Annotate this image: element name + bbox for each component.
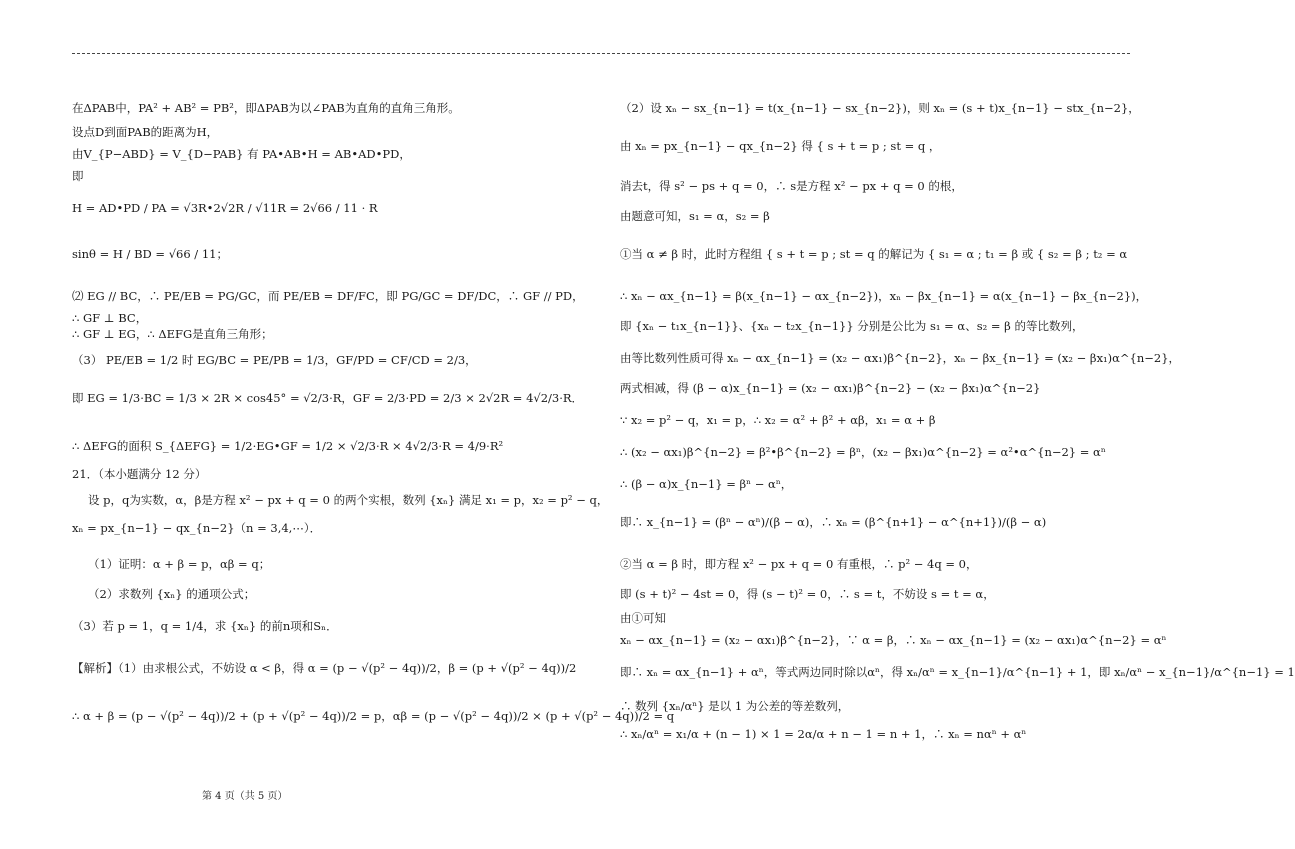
right-line-9: 两式相减，得 (β − α)x_{n−1} = (x₂ − αx₁)β^{n−2} − (x₂ − βx₁)α^{n−2} (620, 381, 1041, 395)
left-line-7: ⑵ EG // BC，∴ PE/EB = PG/GC，而 PE/EB = DF/FC，即 PG/GC = DF/DC，∴ GF // PD， (72, 289, 584, 303)
header-dashed-rule (72, 53, 1130, 54)
left-line-5: H = AD•PD / PA = √3R•2√2R / √11R = 2√66 / 11 · R (72, 201, 378, 215)
right-line-4: 由题意可知，s₁ = α，s₂ = β (620, 209, 770, 223)
left-line-17: （2）求数列 {xₙ} 的通项公式； (88, 587, 256, 601)
analysis-line-2: ∴ α + β = (p − √(p² − 4q))/2 + (p + √(p² − 4q))/2 = p，αβ = (p − √(p² − 4q))/2 × (p + √(p² − 4q))/2 = q (72, 709, 675, 723)
left-line-3: 由V_{P−ABD} = V_{D−PAB} 有 PA•AB•H = AB•AD•PD， (72, 147, 411, 161)
right-line-19: ∴ 数列 {xₙ/αⁿ} 是以 1 为公差的等差数列， (620, 699, 850, 713)
right-line-6: ∴ xₙ − αx_{n−1} = β(x_{n−1} − αx_{n−2})，xₙ − βx_{n−1} = α(x_{n−1} − βx_{n−2})， (620, 289, 1148, 303)
right-line-3: 消去t，得 s² − ps + q = 0，∴ s是方程 x² − px + q = 0 的根， (620, 179, 963, 193)
right-line-17: xₙ − αx_{n−1} = (x₂ − αx₁)β^{n−2}，∵ α = β，∴ xₙ − αx_{n−1} = (x₂ − αx₁)α^{n−2} = αⁿ (620, 633, 1167, 647)
right-line-20: ∴ xₙ/αⁿ = x₁/α + (n − 1) × 1 = 2α/α + n − 1 = n + 1，∴ xₙ = nαⁿ + αⁿ (620, 727, 1027, 741)
left-line-18: （3）若 p = 1，q = 1/4，求 {xₙ} 的前n项和Sₙ． (72, 619, 338, 633)
page-footer: 第 4 页（共 5 页） (202, 791, 288, 802)
left-line-11: 即 EG = 1/3·BC = 1/3 × 2R × cos45° = √2/3·R，GF = 2/3·PD = 2/3 × 2√2R = 4√2/3·R． (72, 391, 584, 405)
left-line-6: sinθ = H / BD = √66 / 11； (72, 247, 228, 261)
right-line-13: 即∴ x_{n−1} = (βⁿ − αⁿ)/(β − α)，∴ xₙ = (β^{n+1} − α^{n+1})/(β − α) (620, 515, 1047, 529)
problem-21-heading: 21．（本小题满分 12 分） (72, 467, 207, 481)
left-line-14: 设 p，q为实数，α，β是方程 x² − px + q = 0 的两个实根，数列 {xₙ} 满足 x₁ = p，x₂ = p² − q， (88, 493, 609, 507)
left-line-10: （3） PE/EB = 1/2 时 EG/BC = PE/PB = 1/3，GF/PD = CF/CD = 2/3， (72, 353, 477, 367)
left-line-12: ∴ ΔEFG的面积 S_{ΔEFG} = 1/2·EG•GF = 1/2 × √2/3·R × 4√2/3·R = 4/9·R² (72, 439, 504, 453)
left-line-16: （1）证明：α + β = p，αβ = q； (88, 557, 271, 571)
right-line-7: 即 {xₙ − t₁x_{n−1}}、{xₙ − t₂x_{n−1}} 分别是公比为 s₁ = α、s₂ = β 的等比数列， (620, 319, 1084, 333)
right-line-11: ∴ (x₂ − αx₁)β^{n−2} = β²•β^{n−2} = βⁿ，(x₂ − βx₁)α^{n−2} = α²•α^{n−2} = αⁿ (620, 445, 1106, 459)
right-line-15: 即 (s + t)² − 4st = 0，得 (s − t)² = 0，∴ s = t，不妨设 s = t = α， (620, 587, 995, 601)
right-line-5: ①当 α ≠ β 时，此时方程组 { s + t = p ; st = q 的解记为 { s₁ = α ; t₁ = β 或 { s₂ = β ; t₂ = α (620, 247, 1128, 261)
right-line-1: （2）设 xₙ − sx_{n−1} = t(x_{n−1} − sx_{n−2})，则 xₙ = (s + t)x_{n−1} − stx_{n−2}， (620, 101, 1140, 115)
right-line-18: 即∴ xₙ = αx_{n−1} + αⁿ，等式两边同时除以αⁿ，得 xₙ/αⁿ = x_{n−1}/α^{n−1} + 1，即 xₙ/αⁿ − x_{n−1}/α^{n−1} = 1 (620, 665, 1295, 679)
right-line-16: 由①可知 (620, 611, 666, 625)
right-line-10: ∵ x₂ = p² − q，x₁ = p，∴ x₂ = α² + β² + αβ，x₁ = α + β (620, 413, 936, 427)
left-line-9: ∴ GF ⊥ EG，∴ ΔEFG是直角三角形； (72, 327, 273, 341)
analysis-line-1: 【解析】（1）由求根公式，不妨设 α < β，得 α = (p − √(p² − 4q))/2，β = (p + √(p² − 4q))/2 (72, 661, 577, 675)
left-line-8: ∴ GF ⊥ BC， (72, 311, 148, 325)
left-line-2: 设点D到面PAB的距离为H， (72, 125, 219, 139)
left-line-15: xₙ = px_{n−1} − qx_{n−2}（n = 3,4,⋯）． (72, 521, 322, 535)
right-line-12: ∴ (β − α)x_{n−1} = βⁿ − αⁿ， (620, 477, 793, 491)
left-line-4: 即 (72, 169, 84, 183)
right-line-8: 由等比数列性质可得 xₙ − αx_{n−1} = (x₂ − αx₁)β^{n−2}，xₙ − βx_{n−1} = (x₂ − βx₁)α^{n−2}， (620, 351, 1181, 365)
right-line-14: ②当 α = β 时，即方程 x² − px + q = 0 有重根，∴ p² − 4q = 0， (620, 557, 978, 571)
right-line-2: 由 xₙ = px_{n−1} − qx_{n−2} 得 { s + t = p ; st = q ， (620, 139, 941, 153)
left-line-1: 在ΔPAB中，PA² + AB² = PB²，即ΔPAB为以∠PAB为直角的直角三角形。 (72, 101, 460, 115)
